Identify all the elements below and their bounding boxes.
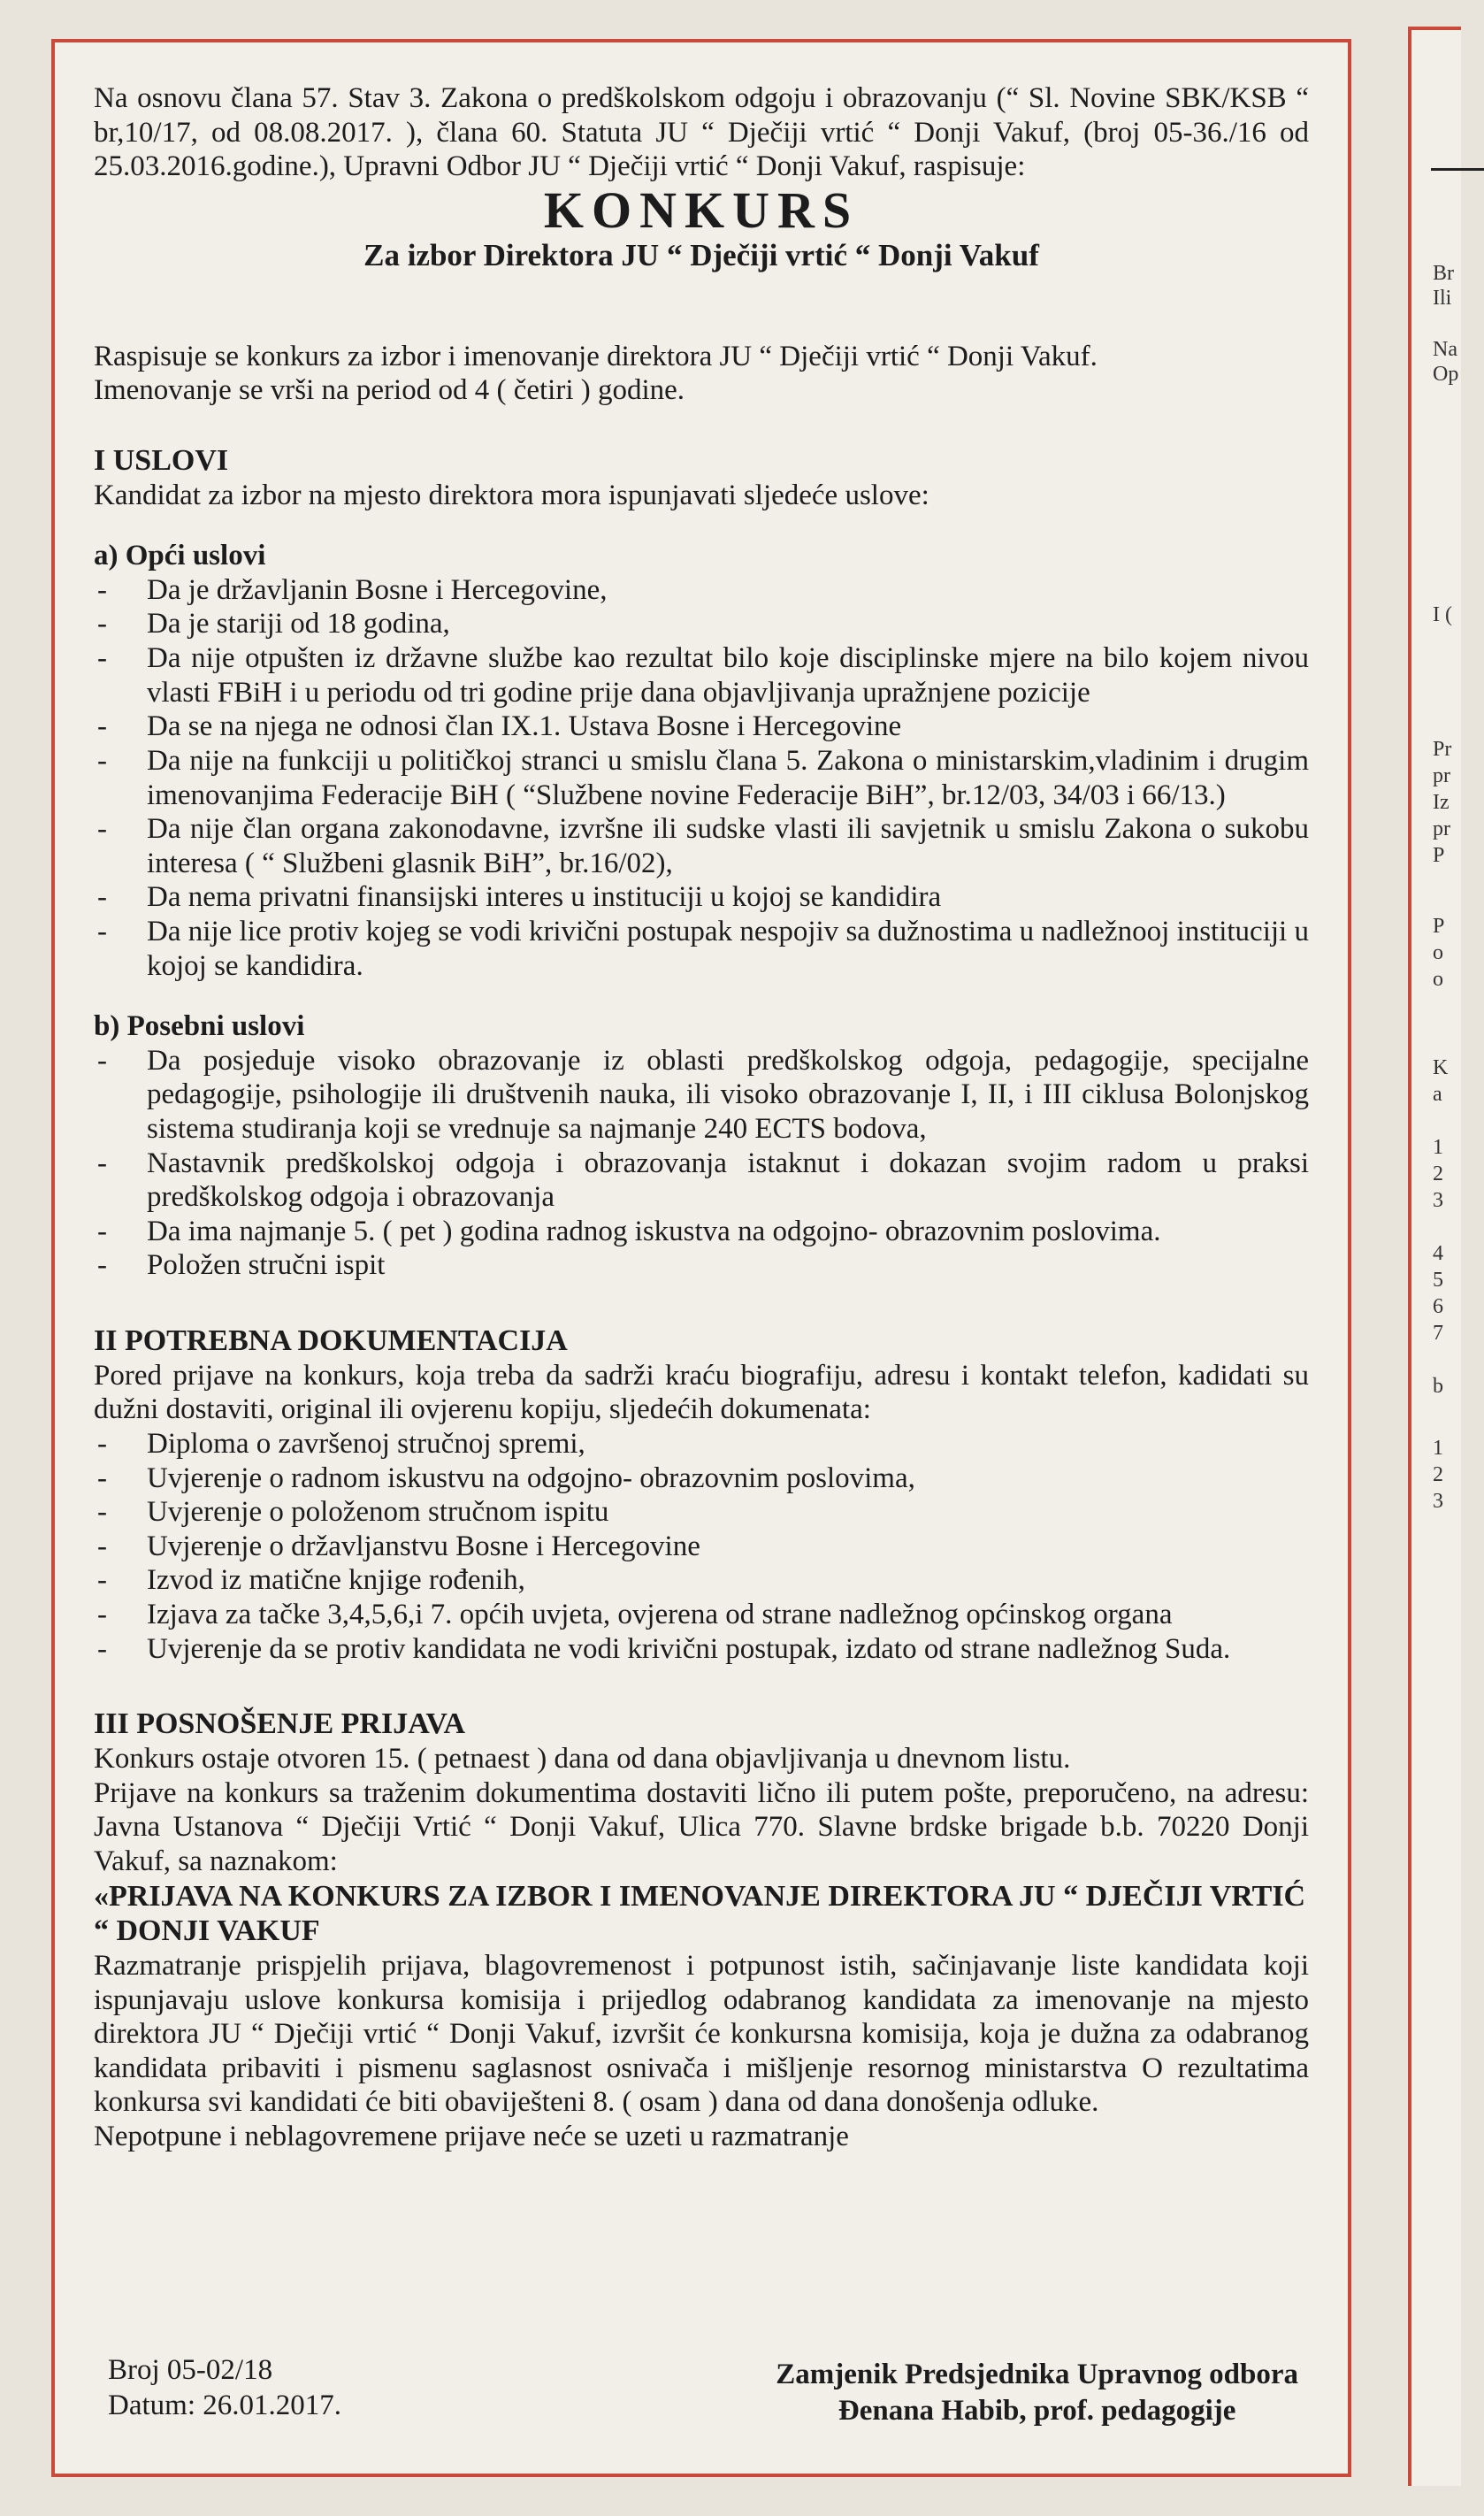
lead-line: Raspisuje se konkurs za izbor i imenovanje direktora JU “ Dječiji vrtić “ Donji Vakuf. [94, 340, 1098, 372]
signer-title: Zamjenik Predsjednika Upravnog odbora [776, 2359, 1298, 2390]
fragment-text: Iz [1433, 791, 1450, 814]
list-item: - Uvjerenje o državljanstvu Bosne i Hercegovine [94, 1530, 1309, 1564]
list-item: - Izjava za tačke 3,4,5,6,i 7. općih uvjeta, ovjerena od strane nadležnog općinskog organa [94, 1598, 1309, 1632]
intro-paragraph: Na osnovu člana 57. Stav 3. Zakona o predškolskom odgoju i obrazovanju (“ Sl. Novine SBK/KSB “ br,10/17, od 08.08.2017. ), člana 60. Statuta JU “ Dječiji vrtić “ Donji Vakuf, (broj 05-36./16 od 25.03.2016.godine.), Upravni Odbor JU “ Dječiji vrtić “ Donji Vakuf, raspisuje: [94, 82, 1309, 183]
list-item: - Da nema privatni finansijski interes u instituciji u kojoj se kandidira [94, 880, 1309, 915]
list-item: - Uvjerenje da se protiv kandidata ne vodi krivični postupak, izdato od strane nadležnog Suda. [94, 1632, 1309, 1667]
fragment-text: 1 [1433, 1136, 1443, 1159]
dokumentacija-lead: Pored prijave na konkurs, koja treba da sadrži kraću biografiju, adresu i kontakt telefon, kadidati su dužni dostaviti, original ili ovjerenu kopiju, sljedećih dokumenata: [94, 1359, 1309, 1426]
list-item: - Nastavnik predškolskoj odgoja i obrazovanja istaknut i dokazan svojim radom u praksi predškolskog odgoja i obrazovanja [94, 1147, 1309, 1215]
reference-date: Datum: 26.01.2017. [108, 2389, 341, 2421]
fragment-text: 7 [1433, 1322, 1443, 1345]
fragment-text: Na [1433, 338, 1457, 361]
fragment-text: 2 [1433, 1162, 1443, 1185]
nepotpune-note: Nepotpune i neblagovremene prijave neće se uzeti u razmatranje [94, 2121, 849, 2153]
list-item: - Da je stariji od 18 godina, [94, 607, 1309, 641]
posebni-uslovi-heading: b) Posebni uslovi [94, 1010, 305, 1043]
posebni-uslovi-list [94, 1044, 1309, 1283]
fragment-text: 3 [1433, 1189, 1443, 1212]
fragment-text: Ili [1433, 287, 1452, 310]
section-dokumentacija-heading: II POTREBNA DOKUMENTACIJA [94, 1324, 568, 1358]
fragment-text: 4 [1433, 1242, 1443, 1265]
signature-block [776, 2353, 1298, 2430]
list-item: - Da nije otpušten iz državne službe kao rezultat bilo koje disciplinske mjere na bilo kojem nivou vlasti FBiH i u periodu od tri godine prije dana objavljivanja upražnjene pozicije [94, 641, 1309, 710]
fragment-text: 1 [1433, 1437, 1443, 1460]
posnosenje-address: Prijave na konkurs sa traženim dokumentima dostaviti lično ili putem pošte, preporučeno, na adresu: Javna Ustanova “ Dječiji Vrtić “ Donji Vakuf, Ulica 770. Slavne brdske brigade b.b. 70220 Donji Vakuf, sa naznakom: [94, 1776, 1309, 1877]
fragment-text: 2 [1433, 1463, 1443, 1486]
lead-paragraph [94, 340, 1309, 408]
fragment-text: P [1433, 915, 1445, 938]
fragment-text: pr [1433, 817, 1450, 840]
section-uslovi-heading: I USLOVI [94, 443, 229, 477]
notice-footer [108, 2353, 1298, 2430]
adjacent-column-fragment [1408, 27, 1461, 2486]
list-item: - Da se na njega ne odnosi član IX.1. Ustava Bosne i Hercegovine [94, 710, 1309, 744]
fragment-text: 3 [1433, 1490, 1443, 1513]
razmatranje-paragraph: Razmatranje prispjelih prijava, blagovremenost i potpunost istih, sačinjavanje liste kandidata koji ispunjavaju uslove konkursa komisija i prijedlog odabranog kandidata za imenovanje na mjesto direktora JU “ Dječiji vrtić “ Donji Vakuf, izvršit će konkursna komisija, koja je dužna za odabranog kandidata pribaviti i pismenu saglasnost osnivača i mišljenje resornog ministarstva O rezultatima konkursa svi kandidati će biti obaviješteni 8. ( osam ) dana od dana donošenja odluke. [94, 1950, 1309, 2119]
fragment-text: K [1433, 1056, 1449, 1079]
list-item: - Da je državljanin Bosne i Hercegovine, [94, 573, 1309, 608]
divider [1431, 168, 1484, 171]
fragment-text: a [1433, 1083, 1442, 1106]
fragment-text: b [1433, 1375, 1443, 1398]
lead-line: Imenovanje se vrši na period od 4 ( četiri ) godine. [94, 374, 685, 407]
notice-subtitle: Za izbor Direktora JU “ Dječiji vrtić “ Donji Vakuf [363, 237, 1039, 272]
fragment-text: Pr [1433, 738, 1452, 761]
fragment-text: I ( [1433, 603, 1452, 626]
fragment-text: Br [1433, 262, 1454, 285]
list-item: - Da ima najmanje 5. ( pet ) godina radnog iskustva na odgojno- obrazovnim poslovima. [94, 1215, 1309, 1249]
notice-title: KONKURS [543, 180, 860, 239]
fragment-text: 6 [1433, 1295, 1443, 1318]
uslovi-lead: Kandidat za izbor na mjesto direktora mora ispunjavati sljedeće uslove: [94, 479, 929, 511]
fragment-text: o [1433, 941, 1443, 964]
konkurs-notice [51, 39, 1351, 2477]
list-item: - Da nije lice protiv kojeg se vodi krivični postupak nespojiv sa dužnostima u nadležnooj instituciji u kojoj se kandidira. [94, 915, 1309, 983]
opci-uslovi-heading: a) Opći uslovi [94, 540, 266, 572]
posnosenje-paragraph: Konkurs ostaje otvoren 15. ( petnaest ) dana od dana objavljivanja u dnevnom listu. [94, 1743, 1071, 1776]
list-item: - Izvod iz matične knjige rođenih, [94, 1563, 1309, 1598]
dokumentacija-list [94, 1427, 1309, 1666]
list-item: - Uvjerenje o radnom iskustvu na odgojno- obrazovnim poslovima, [94, 1461, 1309, 1496]
list-item: - Da nije član organa zakonodavne, izvršne ili sudske vlasti ili savjetnik u smislu Zakona o sukobu interesa ( “ Službeni glasnik BiH”, br.16/02), [94, 812, 1309, 880]
fragment-text: o [1433, 968, 1443, 991]
list-item: - Da nije na funkciji u političkoj stranci u smislu člana 5. Zakona o ministarskim,vladinim i drugim imenovanjima Federacije BiH ( “Službene novine Federacije BiH”, br.12/03, 34/03 i 66/13.) [94, 744, 1309, 812]
signer-name: Đenana Habib, prof. pedagogije [838, 2395, 1236, 2428]
reference-number: Broj 05-02/18 [108, 2354, 273, 2386]
list-item: - Uvjerenje o položenom stručnom ispitu [94, 1495, 1309, 1530]
list-item: - Diploma o završenoj stručnoj spremi, [94, 1427, 1309, 1461]
prijava-label: «PRIJAVA NA KONKURS ZA IZBOR I IMENOVANJE DIREKTORA JU “ DJEČIJI VRTIĆ “ DONJI VAKUF [94, 1879, 1306, 1948]
fragment-text: pr [1433, 764, 1450, 787]
list-item: - Položen stručni ispit [94, 1248, 1309, 1283]
fragment-text: Op [1433, 363, 1459, 386]
section-posnosenje-heading: III POSNOŠENJE PRIJAVA [94, 1707, 466, 1741]
fragment-text: P [1433, 844, 1445, 867]
list-item: - Da posjeduje visoko obrazovanje iz oblasti predškolskog odgoja, pedagogije, specijalne pedagogije, psihologije ili društvenih nauka, ili visoko obrazovanje I, II, i III ciklusa Bolonjskog sistema studiranja koji se vrednuje sa najmanje 240 ECTS bodova, [94, 1044, 1309, 1147]
opci-uslovi-list [94, 573, 1309, 983]
fragment-text: 5 [1433, 1269, 1443, 1292]
reference-block [108, 2353, 341, 2423]
